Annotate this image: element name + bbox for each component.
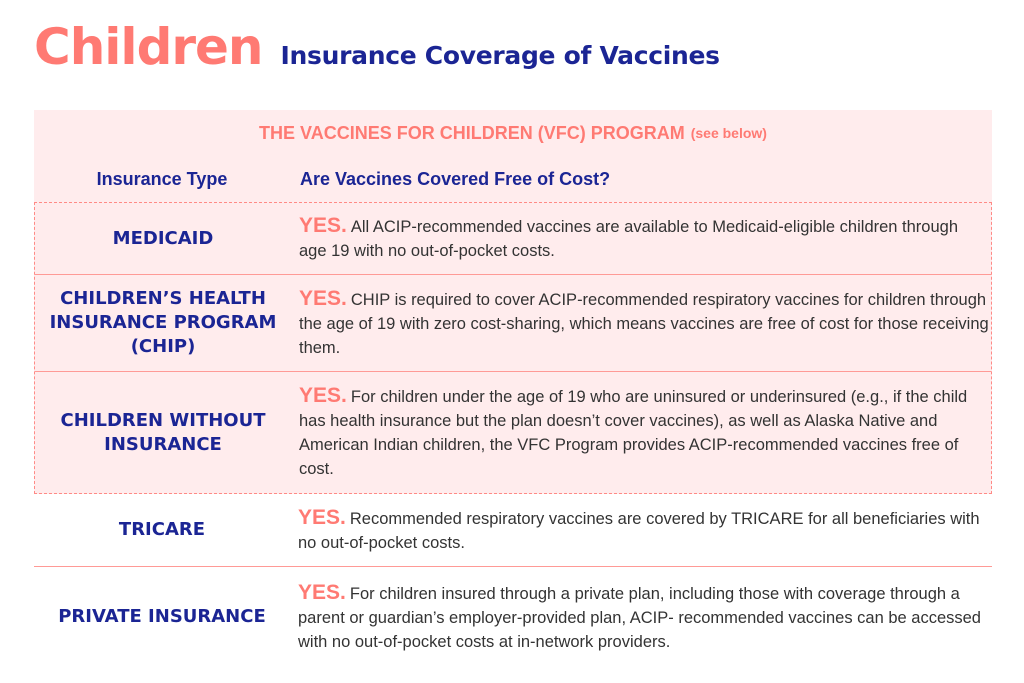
page-title [34, 18, 720, 76]
insurance-type: TRICARE [118, 519, 206, 540]
answer-badge: YES. [298, 580, 346, 604]
vfc-title: THE VACCINES FOR CHILDREN (VFC) PROGRAM [259, 122, 685, 143]
column-header-type: Insurance Type [96, 168, 228, 189]
coverage-text [291, 214, 989, 263]
table-row [35, 274, 991, 371]
column-header-covered: Are Vaccines Covered Free of Cost? [300, 168, 611, 189]
description: Recommended respiratory vaccines are covered by TRICARE for all beneficiaries with no out-of-pocket costs. [298, 509, 980, 552]
coverage-table [34, 110, 992, 667]
coverage-text [291, 287, 989, 360]
vfc-note: (see below) [690, 125, 767, 141]
insurance-type: CHILDREN WITHOUT INSURANCE [60, 409, 266, 455]
description: For children insured through a private plan, including those with coverage through a parent or guardian’s employer-provided plan, ACIP- recommended vaccines can be accessed with no out-of-pocket costs at in-network providers. [298, 584, 981, 651]
non-vfc-group [34, 494, 992, 667]
column-headers [34, 156, 992, 202]
description: For children under the age of 19 who are uninsured or underinsured (e.g., if the child has health insurance but the plan doesn’t cover vaccines), as well as Alaska Native and American Indian children, the VFC Program provides ACIP-recommended vaccines free of cost. [299, 388, 968, 478]
insurance-type: CHILDREN’S HEALTH INSURANCE PROGRAM (CHIP) [49, 288, 277, 357]
answer-badge: YES. [299, 286, 347, 310]
coverage-text [290, 506, 988, 555]
vfc-header-band [34, 110, 992, 202]
insurance-type: PRIVATE INSURANCE [58, 606, 266, 627]
vfc-band-title [34, 110, 992, 156]
table-row [34, 494, 992, 566]
coverage-text [291, 384, 989, 481]
insurance-type: MEDICAID [112, 227, 214, 249]
description: All ACIP-recommended vaccines are available to Medicaid-eligible children through age 19 with no out-of-pocket costs. [299, 218, 959, 260]
vfc-group [34, 202, 992, 494]
answer-badge: YES. [298, 505, 346, 529]
description: CHIP is required to cover ACIP-recommended respiratory vaccines for children through the age of 19 with zero cost-sharing, which means vaccines are free of cost for those receiving them. [299, 290, 989, 357]
table-row [35, 203, 991, 274]
coverage-text [290, 581, 988, 654]
title-sub: Insurance Coverage of Vaccines [280, 41, 720, 70]
table-row [35, 371, 991, 493]
answer-badge: YES. [299, 214, 347, 237]
table-row [34, 566, 992, 667]
answer-badge: YES. [299, 384, 347, 407]
title-main: Children [34, 18, 263, 76]
